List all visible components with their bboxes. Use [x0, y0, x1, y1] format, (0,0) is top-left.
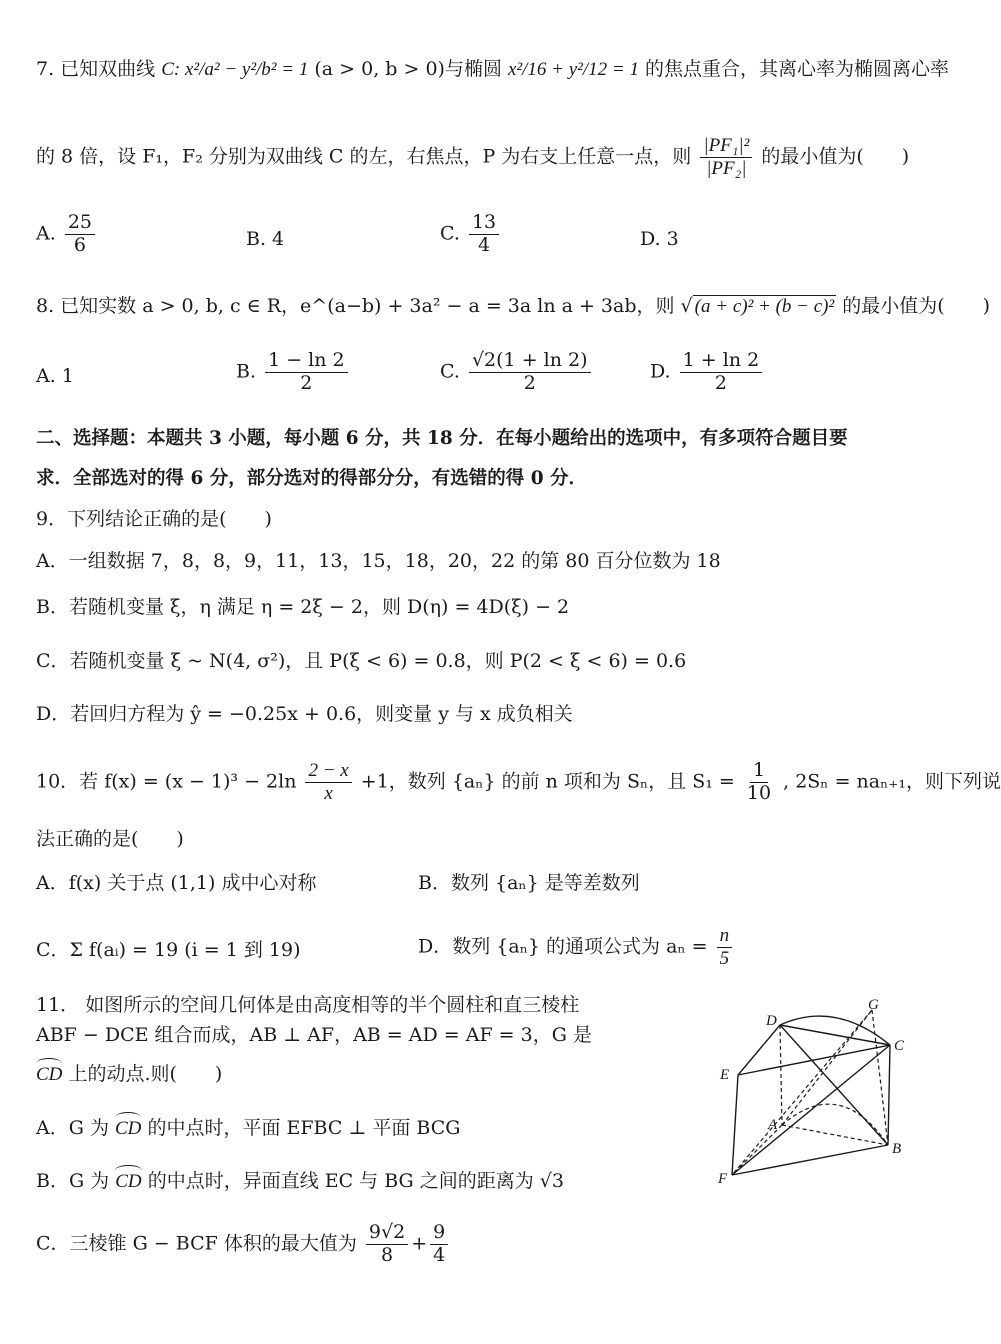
q10-line2: 法正确的是( ) [36, 828, 184, 850]
q8-b-den: 2 [300, 371, 313, 394]
q10-d-frac [717, 925, 733, 970]
edge-db [780, 1025, 888, 1145]
q11-c-start: C．三棱锥 G − BCF 体积的最大值为 [36, 1232, 357, 1255]
edge-gf [732, 1010, 872, 1175]
label-a: A [768, 1117, 778, 1133]
q7-option-d: D. 3 [640, 228, 679, 250]
label-c: C [894, 1038, 905, 1054]
q10-option-c: C．Σ f(aᵢ) = 19 (i = 1 到 19) [36, 939, 301, 961]
q8-d-den: 2 [714, 371, 727, 394]
q11-a-end: 的中点时，平面 EFBC ⊥ 平面 BCG [147, 1117, 461, 1139]
q11-option-c: C．三棱锥 G − BCF 体积的最大值为 $\frac{9√2}{8}$ + $\frac{9}{4}$ [36, 1222, 451, 1267]
q8-c-label: C. [440, 360, 460, 383]
arc-cd: CD [36, 1058, 62, 1086]
edge-gb [872, 1010, 888, 1145]
q9-option-b: B．若随机变量 ξ，η 满足 η = 2ξ − 2，则 D(η) = 4D(ξ) − 2 [36, 596, 570, 618]
q7-c-den: 4 [478, 233, 491, 256]
arc-cd-b: CD [115, 1165, 141, 1193]
q10-mid: +1，数列 {aₙ} 的前 n 项和为 Sₙ，且 S₁ = [360, 770, 735, 793]
q8-b-label: B. [236, 360, 257, 383]
q10-log-num: 2 − x [305, 760, 351, 783]
q7-option-a [36, 212, 98, 257]
edge-fc [732, 1045, 890, 1175]
q8-d-label: D. [650, 360, 671, 383]
arc-cd-a: CD [115, 1112, 141, 1140]
q7-option-c [440, 212, 502, 257]
q11-b-end: 的中点时，异面直线 EC 与 BG 之间的距离为 √3 [147, 1170, 564, 1192]
q10-s1-den: 10 [746, 781, 772, 804]
q11-line2: ABF − DCE 组合而成，AB ⊥ AF，AB = AD = AF = 3，G 是 [36, 1024, 592, 1046]
q7-condition: (a > 0, b > 0)与椭圆 [314, 58, 502, 80]
edge-ec [738, 1045, 890, 1075]
q8-c-den: 2 [523, 371, 536, 394]
q7-line2 [36, 135, 922, 180]
label-f: F [718, 1171, 728, 1187]
q11-c-f1-num: 9√2 [366, 1222, 408, 1245]
section2-line2: 求．全部选对的得 6 分，部分选对的得部分分，有选错的得 0 分． [36, 468, 588, 489]
q7-text-end: 的焦点重合，其离心率为椭圆离心率 [645, 58, 950, 80]
q8-option-c [440, 350, 594, 395]
edge-fb [732, 1145, 888, 1175]
q8-option-d [650, 350, 765, 395]
q8-d-num: 1 + ln 2 [680, 350, 763, 373]
q8-option-a: A. 1 [36, 365, 74, 387]
q8-line: 8. 已知实数 a > 0, b, c ∈ R，e^(a−b) + 3a² − a = 3a ln a + 3ab，则 √ (a + c)² + (b − c)² 的最小值为( ) [36, 295, 991, 317]
q11-a-start: A．G 为 [36, 1117, 109, 1139]
q10-line1 [36, 759, 1001, 805]
pf-ratio [700, 135, 752, 180]
q7-option-b: B. 4 [246, 228, 285, 250]
q8-b-frac [265, 350, 348, 395]
q10-d-den: 5 [719, 947, 730, 969]
q8-b-num: 1 − ln 2 [265, 350, 348, 373]
q10-option-b: B．数列 {aₙ} 是等差数列 [418, 872, 640, 894]
q10-d-num: n [717, 925, 733, 948]
q7-a-num: 25 [65, 212, 95, 235]
q8-d-frac [680, 350, 763, 395]
q11-c-frac2 [430, 1222, 448, 1267]
edge-ef [732, 1075, 738, 1175]
q11-c-f1-den: 8 [380, 1243, 394, 1266]
q7-line2-end: 的最小值为( ) [761, 145, 910, 168]
q8-c-num: √2(1 + ln 2) [469, 350, 591, 373]
q11-line3-text: 上的动点.则( ) [68, 1063, 223, 1085]
section2-line1: 二、选择题：本题共 3 小题，每小题 6 分，共 18 分．在每小题给出的选项中，有多项符合题目要 [36, 428, 848, 449]
q11-option-b [36, 1165, 564, 1193]
label-b: B [892, 1141, 902, 1157]
q8-end: 的最小值为( ) [842, 295, 991, 317]
q9-stem: 9．下列结论正确的是( ) [36, 508, 272, 530]
edge-dc [780, 1025, 890, 1045]
ellipse-equation: x²/16 + y²/12 = 1 [508, 59, 639, 80]
q8-text: 8. 已知实数 a > 0, b, c ∈ R，e^(a−b) + 3a² − a = 3a ln a + 3ab，则 [36, 295, 675, 317]
q10-end: , 2Sₙ = naₙ₊₁，则下列说 [783, 770, 1001, 793]
pf-den: |PF₂| [706, 157, 747, 179]
edge-da [780, 1025, 782, 1125]
q11-c-frac1 [366, 1222, 408, 1267]
q10-start: 10．若 f(x) = (x − 1)³ − 2ln [36, 770, 297, 793]
q7-c-frac [469, 212, 499, 257]
q7-c-num: 13 [469, 212, 499, 235]
q7-a-label: A. [36, 222, 56, 245]
q9-option-c: C．若随机变量 ξ ~ N(4, σ²)，且 P(ξ < 6) = 0.8，则 P(2 < ξ < 6) = 0.6 [36, 650, 687, 672]
q7-line2-start: 的 8 倍，设 F₁，F₂ 分别为双曲线 C 的左，右焦点，P 为右支上任意一点，则 [36, 145, 692, 168]
q9-option-d: D．若回归方程为 ŷ = −0.25x + 0.6，则变量 y 与 x 成负相关 [36, 703, 573, 725]
q8-c-frac [469, 350, 591, 395]
pf-num: |PF₁|² [700, 135, 752, 158]
edge-cb [888, 1045, 890, 1145]
q10-d-text: D．数列 {aₙ} 的通项公式为 aₙ = [418, 935, 708, 958]
q10-log-frac [305, 760, 351, 805]
q11-line1: 11． 如图所示的空间几何体是由高度相等的半个圆柱和直三棱柱 [36, 994, 580, 1016]
q8-sqrt-expr: (a + c)² + (b − c)² [694, 296, 835, 317]
q7-text-start: 7. 已知双曲线 [36, 58, 156, 80]
q11-c-f2-den: 4 [433, 1243, 446, 1266]
q7-a-frac [65, 212, 95, 257]
q11-b-start: B．G 为 [36, 1170, 110, 1192]
geometry-figure [710, 995, 930, 1195]
q7-a-den: 6 [73, 233, 86, 256]
q10-s1-num: 1 [750, 760, 768, 783]
q7-line1 [36, 58, 950, 82]
q11-line3 [36, 1058, 222, 1086]
q11-c-f2-num: 9 [430, 1222, 448, 1245]
q11-option-a [36, 1112, 460, 1140]
q10-option-a: A．f(x) 关于点 (1,1) 成中心对称 [36, 872, 317, 894]
q10-log-den: x [324, 782, 333, 804]
hyperbola-equation: C: x²/a² − y²/b² = 1 [161, 59, 309, 80]
q10-option-d [418, 925, 735, 970]
label-g: G [868, 997, 879, 1013]
q10-s1-frac [744, 760, 774, 805]
q9-option-a: A．一组数据 7，8，8，9，11，13，15，18，20，22 的第 80 百分位数为 18 [36, 550, 721, 572]
q7-c-label: C. [440, 222, 460, 245]
label-d: D [766, 1013, 777, 1029]
label-e: E [720, 1067, 730, 1083]
q8-option-b [236, 350, 351, 395]
arc-bottom [782, 1104, 888, 1145]
